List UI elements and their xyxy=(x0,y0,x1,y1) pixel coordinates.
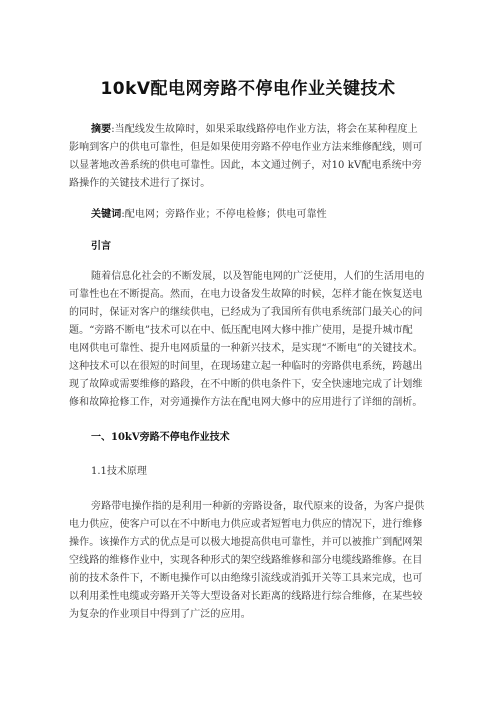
intro-line-8: 修和故障抢修工作，对旁通操作方法在配电网大修中的应用进行了详细的剖析。 xyxy=(69,397,423,408)
intro-line-6: 这种技术可以在很短的时间里，在现场建立起一种临时的旁路供电系统，跨越出 xyxy=(69,361,423,372)
intro-line-3: 的同时，保证对客户的继续供电，已经成为了我国所有供电系统部门最关心的问 xyxy=(69,307,423,318)
intro-line-4: 题。“旁路不断电”技术可以在中、低压配电网大修中推广使用，是提升城市配 xyxy=(69,325,413,336)
keywords-label: 关键词 xyxy=(91,209,122,220)
abstract-line-3: 以显著地改善系统的供电可靠性。因此，本文通过例子，对10 kV配电系统中旁 xyxy=(69,160,422,171)
keywords-line xyxy=(91,209,327,221)
abstract-line-1 xyxy=(91,124,418,136)
section-1-1-line-5: 前的技术条件下，不断电操作可以由绝缘引流线或消弧开关等工具来完成，也可 xyxy=(69,573,423,584)
section-1-1-line-2: 电力供应，使客户可以在不中断电力供应或者短暂电力供应的情况下，进行维修 xyxy=(69,519,423,530)
section-1-1-line-4: 空线路的维修作业中，实现各种形式的架空线路维修和部分电缆线路维修。在目 xyxy=(69,555,423,566)
intro-line-5: 电网供电可靠性、提升电网质量的一种新兴技术，是实现“不断电”的关键技术。 xyxy=(69,343,423,354)
intro-line-1: 随着信息化社会的不断发展，以及智能电网的广泛使用，人们的生活用电的 xyxy=(91,271,425,282)
abstract-label: 摘要 xyxy=(91,124,112,135)
document-title: 10kV配电网旁路不停电作业关键技术 xyxy=(100,79,396,99)
abstract-text-1: :当配线发生故障时，如果采取线路停电作业方法，将会在某种程度上 xyxy=(111,124,418,135)
section-1-1-line-3: 操作。该操作方式的优点是可以极大地提高供电可靠性，并可以被推广到配网架 xyxy=(69,537,423,548)
section-1-1-line-1: 旁路带电操作指的是利用一种新的旁路设备，取代原来的设备，为客户提供 xyxy=(91,501,425,512)
section-1-1-line-6: 以利用柔性电缆或旁路开关等大型设备对长距离的线路进行综合维修，在某些较 xyxy=(69,591,423,602)
abstract-line-4: 路操作的关键技术进行了探讨。 xyxy=(69,178,211,189)
intro-line-7: 现了故障或需要维修的路段，在不中断的供电条件下，安全快速地完成了计划维 xyxy=(69,379,423,390)
intro-line-2: 可靠性也在不断提高。然而，在电力设备发生故障的时候，怎样才能在恢复送电 xyxy=(69,289,423,300)
section-1-1-line-7: 为复杂的作业项目中得到了广泛的应用。 xyxy=(69,609,251,620)
keywords-text: :配电网；旁路作业；不停电检修；供电可靠性 xyxy=(121,209,327,220)
section-1-heading: 一、10kV旁路不停电作业技术 xyxy=(91,432,230,443)
section-1-1-heading: 1.1技术原理 xyxy=(91,466,147,477)
intro-heading: 引言 xyxy=(91,241,111,252)
abstract-line-2: 影响到客户的供电可靠性，但是如果使用旁路不停电作业方法来维修配线，则可 xyxy=(69,142,423,153)
